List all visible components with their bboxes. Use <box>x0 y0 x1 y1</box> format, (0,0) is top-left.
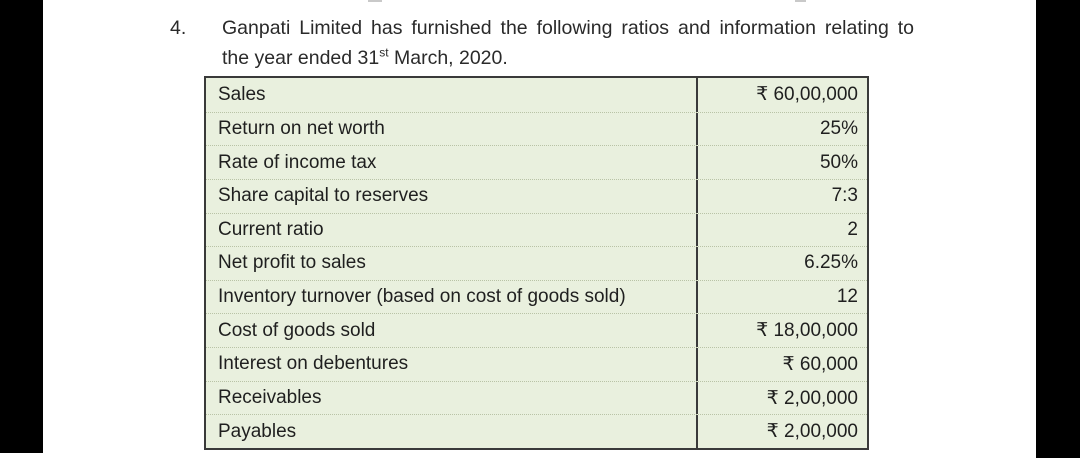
question-line-2-suffix: March, 2020. <box>388 47 508 69</box>
row-value: 50% <box>696 146 867 179</box>
row-label: Inventory turnover (based on cost of goods sold) <box>218 286 626 308</box>
row-label: Current ratio <box>218 218 324 240</box>
top-edge-artifact <box>795 0 806 2</box>
row-value: ₹ 60,000 <box>696 348 867 381</box>
table-row <box>206 313 867 347</box>
ratios-table <box>204 76 869 450</box>
row-value: ₹ 18,00,000 <box>696 314 867 347</box>
table-row <box>206 246 867 280</box>
row-label: Share capital to reserves <box>218 185 429 207</box>
ordinal-superscript: st <box>379 45 389 60</box>
row-label: Receivables <box>218 387 322 409</box>
row-value: 25% <box>696 113 867 146</box>
row-value: 2 <box>696 214 867 247</box>
row-label: Net profit to sales <box>218 252 366 274</box>
table-row <box>206 112 867 146</box>
question-number: 4. <box>170 17 187 39</box>
row-label: Rate of income tax <box>218 151 377 173</box>
row-label: Sales <box>218 83 266 105</box>
table-row <box>206 381 867 415</box>
row-label: Payables <box>218 420 297 442</box>
question-line-2 <box>222 43 914 73</box>
left-crop-bar <box>0 0 43 453</box>
row-value: 7:3 <box>696 180 867 213</box>
question-line-2-prefix: the year ended 31 <box>222 47 380 69</box>
table-row <box>206 179 867 213</box>
table-row <box>206 213 867 247</box>
table-row <box>206 145 867 179</box>
row-value: 6.25% <box>696 247 867 280</box>
table-row <box>206 347 867 381</box>
row-value: 12 <box>696 281 867 314</box>
table-row <box>206 78 867 112</box>
question-line-1: Ganpati Limited has furnished the following ratios and information relating to <box>222 17 914 39</box>
row-value: ₹ 60,00,000 <box>696 78 867 112</box>
row-label: Return on net worth <box>218 117 385 139</box>
table-row <box>206 280 867 314</box>
row-value: ₹ 2,00,000 <box>696 415 867 448</box>
row-value: ₹ 2,00,000 <box>696 382 867 415</box>
row-label: Cost of goods sold <box>218 319 376 341</box>
right-crop-bar <box>1036 0 1080 458</box>
top-edge-artifact <box>368 0 382 2</box>
table-row <box>206 414 867 448</box>
row-label: Interest on debentures <box>218 353 409 375</box>
question-text <box>222 13 914 73</box>
